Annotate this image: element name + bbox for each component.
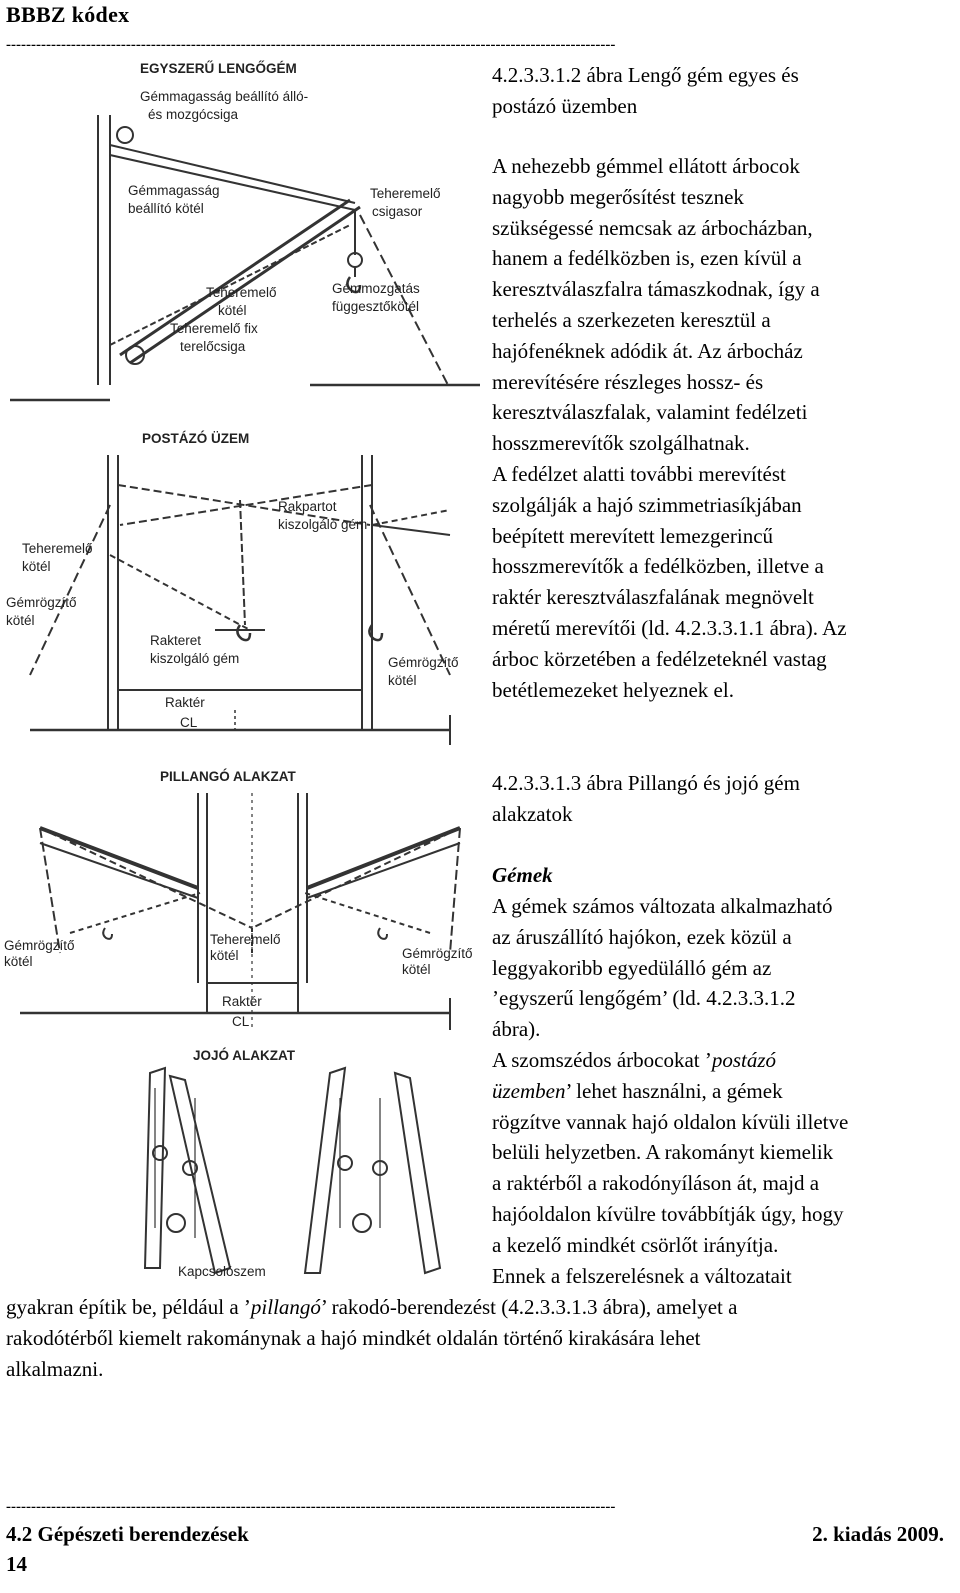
fig1-label: Teheremelő fix [170, 321, 258, 336]
fig1-subtitle: POSTÁZÓ ÜZEM [142, 431, 250, 446]
paragraph-1: A nehezebb gémmel ellátott árbocok nagyobb megerősítést tesznek szükségessé nemcsak az árbocházban, hanem a fedélközben is, ezen kívül a keresztválaszfalra támaszkodnak, így a terhelés a szerkezeten keresztül a hajófenéknek adódik át. Az árbocház merevítésére részleges hossz- és keresztválaszfalak, valamint fedélzeti hosszmerevítők szolgálhatnak. A fedélzet alatti további merevítést szolgálják a hajó szimmetriasíkjában beépített merevített lemezgerincű hosszmerevítők a fedélközben, illetve a raktér keresztválaszfalának megnövelt méretű merevítői (ld. 4.2.3.3.1.1 ábra). Az árboc körzetében a fedélzeteknél vastag betétlemezeket helyeznek el. [492, 154, 847, 702]
fig1-label: Raktér [165, 695, 205, 710]
paragraph-2: A gémek számos változata alkalmazható az áruszállító hajókon, ezek közül a leggyakoribb egyedülálló gém az ’egyszerű lengőgém’ (ld. 4.2.3.3.1.2 ábra). A szomszédos árbocokat ’postázó üzemben’ lehet használni, a gémek rögzítve vannak hajó oldalon kívüli illetve belüli helyzetben. A rakományt kiemelik a raktérből a rakodónyíláson át, majd a hajóoldalon kívülre továbbítják úgy, hogy a kezelő mindkét csörlőt irányítja. Ennek a felszerelésnek a változatait [492, 894, 849, 1288]
fig2-label: Teheremelő [210, 932, 281, 947]
fig1-label: Gémmagasság beállító álló- [140, 89, 309, 104]
fig1-label: Gémmagasság [128, 183, 220, 198]
figure-caption-1: 4.2.3.3.1.2 ábra Lengő gém egyes és postázó üzemben [492, 63, 799, 118]
fig1-label: kötél [6, 613, 35, 628]
fig1-label: Teheremelő [22, 541, 93, 556]
fig2-title: PILLANGÓ ALAKZAT [160, 769, 296, 784]
fig1-label: terelőcsiga [180, 339, 246, 354]
page-header-title: BBBZ kódex [6, 2, 130, 27]
fig1-title: EGYSZERŰ LENGŐGÉM [140, 61, 297, 76]
hook-icon [378, 928, 387, 939]
fig2-label: kötél [402, 962, 431, 977]
fig1-label: Gémrögzítő [388, 655, 459, 670]
fig2-label: Kapcsolószem [178, 1264, 266, 1279]
fig1-label: Gémrögzítő [6, 595, 77, 610]
footer-edition: 2. kiadás 2009. [812, 1522, 944, 1546]
paragraph-2-continued: gyakran építik be, például a ’pillangó’ rakodó-berendezést (4.2.3.3.1.3 ábra), amelyet a rakodótérből kiemelt rakománynak a hajó mindkét oldalán történő kirakására lehet alkalmazni. [6, 1295, 738, 1381]
fig1-label: kiszolgáló gém [150, 651, 240, 666]
fig1-label: beállító kötél [128, 201, 204, 216]
fig2-label: kötél [210, 948, 239, 963]
section-heading: Gémek [492, 863, 553, 887]
fig1-label: csigasor [372, 204, 423, 219]
fig2-label: Gémrögzítő [402, 946, 473, 961]
fig2-label: Raktér [222, 994, 262, 1009]
centerline-mark: CL [180, 715, 198, 730]
fig1-label: Teheremelő [370, 186, 441, 201]
fig1-label: függesztőkötél [332, 299, 420, 314]
hook-icon [103, 928, 112, 939]
fig2-subtitle: JOJÓ ALAKZAT [193, 1048, 296, 1063]
figure-simple-derrick [6, 55, 480, 745]
centerline-mark: CL [232, 1014, 250, 1029]
page-number: 14 [6, 1552, 27, 1576]
figure-caption-2: 4.2.3.3.1.3 ábra Pillangó és jojó gém alakzatok [492, 771, 800, 826]
figure-butterfly-yoyo [0, 768, 473, 1288]
fig1-label: kötél [22, 559, 51, 574]
fig1-label: Rakpartot [278, 499, 337, 514]
fig1-label: kiszolgáló gém [278, 517, 368, 532]
fig1-label: kötél [388, 673, 417, 688]
footer-section: 4.2 Gépészeti berendezések [6, 1522, 249, 1546]
header-rule: -------------------------------------------------------------------------------------------------------------------------- [6, 37, 616, 53]
footer-rule: -------------------------------------------------------------------------------------------------------------------------- [6, 1499, 616, 1515]
fig1-label: és mozgócsiga [148, 107, 239, 122]
fig1-label: Rakteret [150, 633, 202, 648]
fig1-label: Gémmozgatás [332, 281, 420, 296]
fig2-label: kötél [4, 954, 33, 969]
fig2-label: Gémrögzítő [4, 938, 75, 953]
fig1-label: Teheremelő [206, 285, 277, 300]
fig1-label: kötél [218, 303, 247, 318]
